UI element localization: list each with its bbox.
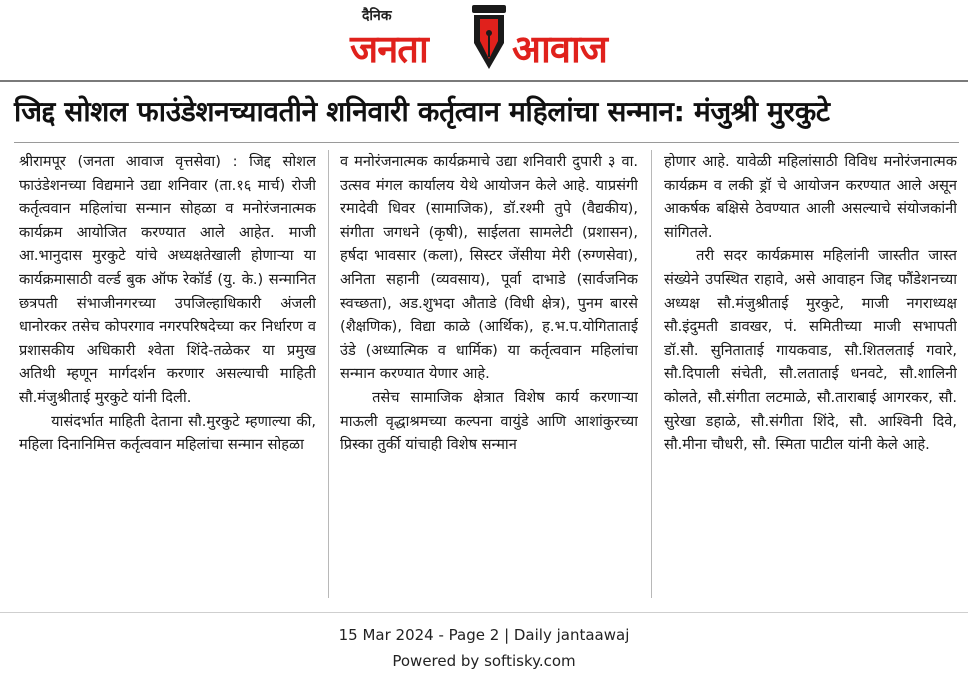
footer-divider [0, 612, 968, 613]
article-paragraph: तसेच सामाजिक क्षेत्रात विशेष कार्य करणाऱ्या माऊली वृद्धाश्रमच्या कल्पना वायुंडे आणि आशांकुरच्या प्रिस्का तुर्की यांचाही विशेष सन्मान [340, 388, 638, 454]
footer-date-line: 15 Mar 2024 - Page 2 | Daily jantaawaj [338, 626, 630, 644]
masthead [0, 0, 968, 76]
masthead-name-right: आवाज [512, 27, 608, 71]
column-divider [328, 150, 329, 598]
article-paragraph: व मनोरंजनात्मक कार्यक्रमाचे उद्या शनिवारी दुपारी ३ वा. उत्सव मंगल कार्यालय येथे आयोजन केले आहे. याप्रसंगी रमादेवी धिवर (सामाजिक), डॉ.रश्मी तुपे (वैद्यकीय), संगीता जगधने (कृषी), साईलता सामलेटी (प्रशासन), हर्षदा भावसार (कला), सिस्टर जेंसीया मेरी (रुग्णसेवा), अनिता सहानी (व्यवसाय), पूर्वा दाभाडे (सार्वजनिक स्वच्छता), अड.शुभदा औताडे (विधी क्षेत्र), पुनम बारसे (शैक्षणिक), विद्या काळे (आर्थिक), ह.भ.प.योगिताताई उंडे (अध्यात्मिक व धार्मिक) या कर्तृत्ववान महिलांचा सन्मान करण्यात येणार आहे. [340, 153, 638, 383]
footer-powered-by: Powered by softisky.com [392, 652, 576, 670]
article-paragraph: यासंदर्भात माहिती देताना सौ.मुरकुटे म्हणाल्या की, महिला दिनानिमित्त कर्तृत्ववान महिलांचा सन्मान सोहळा [19, 412, 316, 454]
article-paragraph: श्रीरामपूर (जनता आवाज वृत्तसेवा) : जिद्द सोशल फाउंडेशनच्या विद्यमाने उद्या शनिवार (ता.१६ मार्च) रोजी कर्तृत्ववान महिलांचा सन्मान सोहळा व मनोरंजनात्मक कार्यक्रम आयोजित करण्यात आले आहेत. माजी आ.भानुदास मुरकुटे यांचे अध्यक्षतेखाली होणाऱ्या या कार्यक्रमासाठी वर्ल्ड बुक ऑफ रेकॉर्ड (यु. के.) सन्मानित छत्रपती संभाजीनगरच्या उपजिल्हाधिकारी अंजली धानोरकर तसेच कोपरगाव नगरपरिषदेच्या कर निर्धारण व प्रशासकीय अधिकारी श्वेता शिंदे-तळेकर या प्रमुख अतिथी म्हणून मार्गदर्शन करणार असल्याची माहिती सौ.मंजुश्रीताई मुरकुटे यांनी दिली. [19, 153, 316, 406]
pen-nib-icon [466, 3, 512, 69]
article-column-2 [340, 150, 638, 602]
column-divider [651, 150, 652, 598]
masthead-name-left: जनता [350, 27, 428, 71]
article-column-1 [19, 150, 316, 602]
masthead-divider [0, 80, 968, 82]
article-headline: जिद्द सोशल फाउंडेशनच्यावतीने शनिवारी कर्तृत्वान महिलांचा सन्मान: मंजुश्री मुरकुटे [14, 95, 830, 128]
article-paragraph: तरी सदर कार्यक्रमास महिलांनी जास्तीत जास्त संख्येने उपस्थित राहावे, असे आवाहन जिद्द फौंडेशनच्या अध्यक्ष सौ.मंजुश्रीताई मुरकुटे, माजी नगराध्यक्ष सौ.इंदुमती डावखर, पं. समितीच्या माजी सभापती डॉ.सौ. सुनिताताई गायकवाड, सौ.शितलताई गवारे, सौ.दिपाली संचेती, सौ.लताताई धनवटे, सौ.शालिनी कोलते, सौ.संगीता लटमाळे, सौ.ताराबाई आगरकर, सौ. सुरेखा डहाळे, सौ.संगीता शिंदे, सौ. आश्विनी दिवे, सौ.मीना चौधरी, सौ. स्मिता पाटील यांनी केले आहे. [664, 247, 957, 454]
article-column-3 [664, 150, 957, 602]
article-paragraph: होणार आहे. यावेळी महिलांसाठी विविध मनोरंजनात्मक कार्यक्रम व लकी ड्रॉ चे आयोजन करण्यात आले असून आकर्षक बक्षिसे ठेवण्यात आली असल्याचे संयोजकांनी सांगितले. [664, 153, 957, 241]
headline-divider [14, 142, 959, 143]
masthead-small-label: दैनिक [362, 8, 392, 24]
